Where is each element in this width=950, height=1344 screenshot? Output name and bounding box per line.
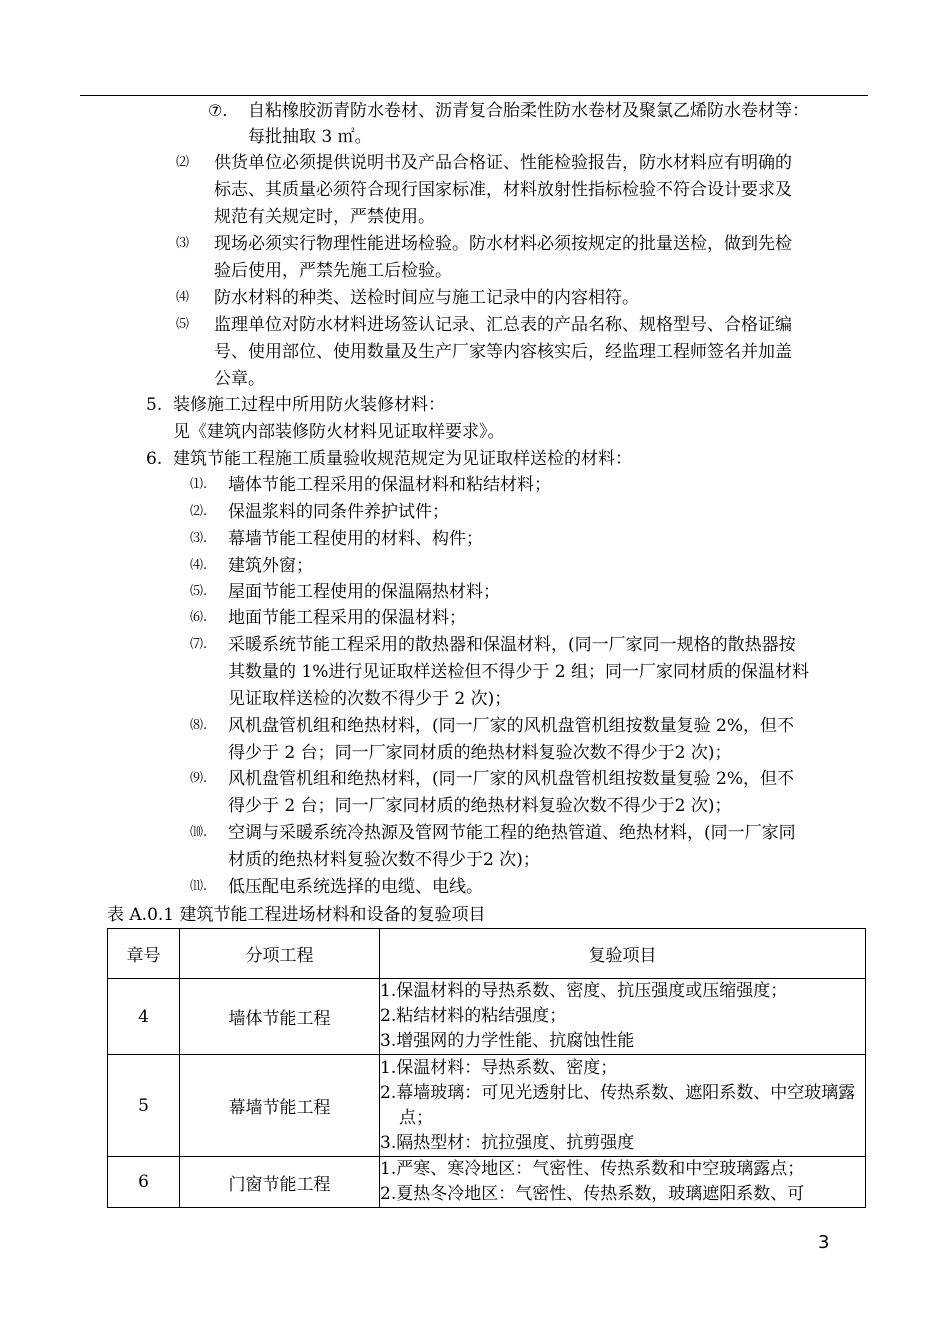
item-number: ⑷. [190,558,208,573]
chapter-cell: 4 [108,979,180,1055]
table-caption: 表 A.0.1 建筑节能工程进场材料和设备的复验项目 [107,905,486,925]
text-line: 得少于 2 台；同一厂家同材质的绝热材料复验次数不得少于2 次)； [228,796,732,816]
text-line: 保温浆料的同条件养护试件； [228,502,449,522]
retest-item: 2.幕墙玻璃：可见光透射比、传热系数、遮阳系数、中空玻璃露点； [380,1082,856,1128]
item-number: ⑼. [190,771,208,786]
text-line: 风机盘管机组和绝热材料，(同一厂家的风机盘管机组按数量复验 2%，但不 [228,769,795,789]
text-line: 供货单位必须提供说明书及产品合格证、性能检验报告，防水材料应有明确的 [214,153,792,173]
item-number: ⑵. [190,504,208,519]
item-number: ⑷ [176,290,190,305]
text-line: 墙体节能工程采用的保温材料和粘结材料； [228,475,551,495]
text-line: 规范有关规定时，严禁使用。 [214,207,435,227]
retest-item: 1.严寒、寒冷地区：气密性、传热系数和中空玻璃露点； [380,1159,805,1179]
text-line: 材质的绝热材料复验次数不得少于2 次)； [228,850,540,870]
item-number: ⑾. [190,879,208,894]
item-number: ⑹. [190,610,208,625]
text-line: 得少于 2 台；同一厂家同材质的绝热材料复验次数不得少于2 次)； [228,743,732,763]
table-header-row [108,929,866,979]
table-row [108,1055,866,1157]
retest-items-cell [380,1157,866,1208]
text-line: 低压配电系统选择的电缆、电线。 [228,877,483,897]
text-line: 自粘橡胶沥青防水卷材、沥青复合胎柔性防水卷材及聚氯乙烯防水卷材等： [248,101,809,121]
retest-items-cell [380,1055,866,1157]
page-number: 3 [818,1232,830,1253]
text-line: 现场必须实行物理性能进场检验。防水材料必须按规定的批量送检，做到先检 [214,234,792,254]
retest-item: 2.粘结材料的粘结强度； [380,1006,567,1026]
chapter-cell: 5 [108,1055,180,1157]
text-line: 采暖系统节能工程采用的散热器和保温材料，(同一厂家同一规格的散热器按 [228,635,796,655]
text-line: 验后使用，严禁先施工后检验。 [214,261,452,281]
table-row [108,979,866,1055]
item-number: ⑸. [190,584,208,599]
text-line: 见证取样送检的次数不得少于 2 次)； [228,689,512,709]
header-chapter: 章号 [108,929,180,979]
text-line: 监理单位对防水材料进场签认记录、汇总表的产品名称、规格型号、合格证编 [214,315,792,335]
text-line: 空调与采暖系统冷热源及管网节能工程的绝热管道、绝热材料，(同一厂家同 [228,823,796,843]
text-line: 风机盘管机组和绝热材料，(同一厂家的风机盘管机组按数量复验 2%，但不 [228,716,795,736]
text-line: 号、使用部位、使用数量及生产厂家等内容核实后，经监理工程师签名并加盖 [214,342,792,362]
header-retest-items: 复验项目 [380,929,866,979]
retest-item: 3.隔热型材：抗拉强度、抗剪强度 [380,1132,635,1153]
retest-item: 2.夏热冬冷地区：气密性、传热系数，玻璃遮阳系数、可 [380,1184,805,1204]
section-number: 5. [146,395,163,415]
retest-item: 3.增强网的力学性能、抗腐蚀性能 [380,1031,635,1051]
retest-item: 1.保温材料：导热系数、密度； [380,1057,618,1078]
table-row [108,1157,866,1208]
section-title: 建筑节能工程施工质量验收规范规定为见证取样送检的材料： [173,449,632,469]
subproject-cell: 门窗节能工程 [180,1157,380,1208]
text-line: 屋面节能工程使用的保温隔热材料； [228,582,500,602]
header-subproject: 分项工程 [180,929,380,979]
section-number: 6. [146,449,163,469]
retest-items-table [107,928,866,1208]
text-line: 其数量的 1%进行见证取样送检但不得少于 2 组；同一厂家同材质的保温材料 [228,662,809,682]
item-number: ⑽. [190,825,208,840]
subproject-cell: 墙体节能工程 [180,979,380,1055]
text-line: 标志、其质量必须符合现行国家标准，材料放射性指标检验不符合设计要求及 [214,180,792,200]
item-number: ⑶ [176,236,190,251]
text-line: 见《建筑内部装修防火材料见证取样要求》。 [173,422,505,442]
item-number: ⑵ [176,155,190,170]
retest-item: 1.保温材料的导热系数、密度、抗压强度或压缩强度； [380,981,788,1001]
item-number: ⑻. [190,718,208,733]
text-line: 防水材料的种类、送检时间应与施工记录中的内容相符。 [214,288,639,308]
header-rule [80,95,868,96]
text-line: 地面节能工程采用的保温材料； [228,608,466,628]
item-number: ⑴. [190,477,208,492]
section-title: 装修施工过程中所用防火装修材料： [173,395,445,415]
item-number: ⑦. [208,101,228,120]
text-line: 每批抽取 3 ㎡。 [248,127,372,147]
item-number: ⑶. [190,531,208,546]
text-line: 幕墙节能工程使用的材料、构件； [228,529,483,549]
retest-items-cell [380,979,866,1055]
subproject-cell: 幕墙节能工程 [180,1055,380,1157]
chapter-cell: 6 [108,1157,180,1208]
item-number: ⑸ [176,317,190,332]
item-number: ⑺. [190,637,208,652]
text-line: 公章。 [214,369,265,389]
text-line: 建筑外窗； [228,556,313,576]
